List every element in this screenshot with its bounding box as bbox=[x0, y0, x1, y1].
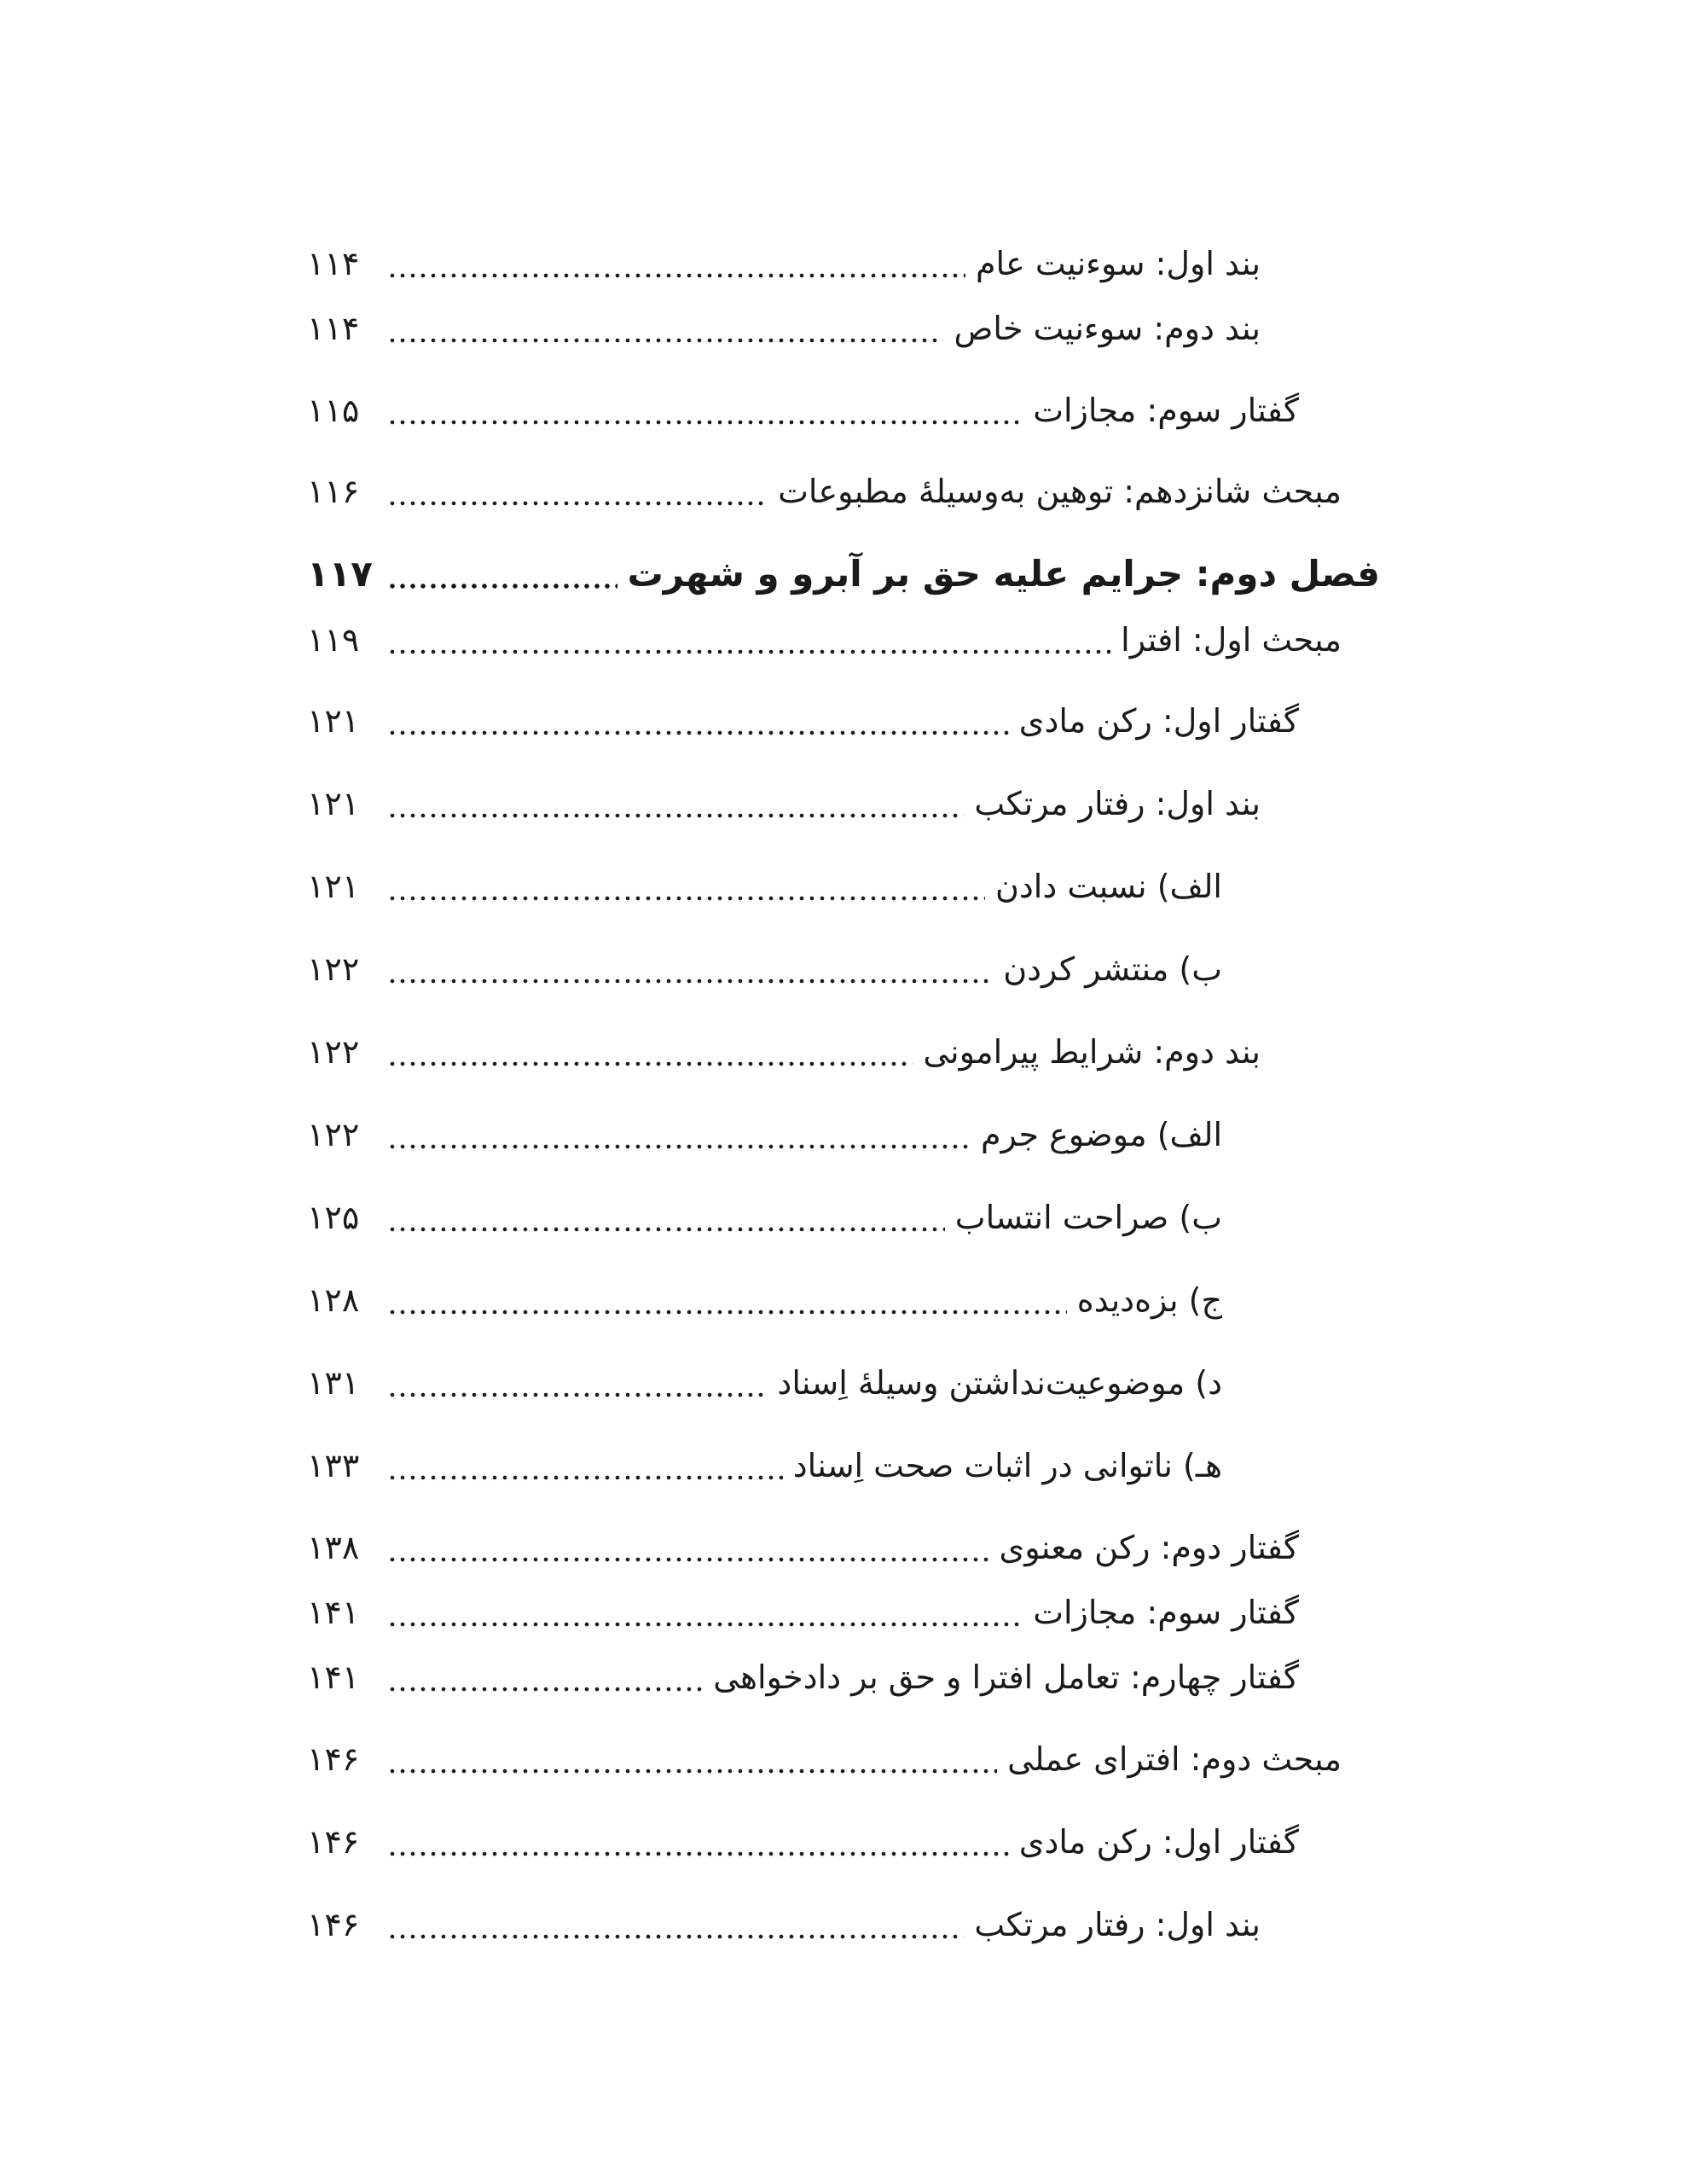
dot-leader bbox=[387, 466, 768, 517]
dot-leader bbox=[387, 1357, 767, 1409]
page-number: ۱۳۱ bbox=[307, 1364, 360, 1402]
page-number: ۱۴۶ bbox=[307, 1906, 360, 1943]
entry-title: مبحث اول: افترا bbox=[1121, 621, 1342, 659]
entry-title: د) موضوعیت‌نداشتن وسیلۀ اِسناد bbox=[777, 1364, 1222, 1402]
toc-entry bbox=[307, 1522, 1299, 1573]
page-number: ۱۴۱ bbox=[307, 1658, 360, 1696]
entry-title: بند اول: رفتار مرتکب bbox=[974, 1906, 1261, 1943]
page-number: ۱۴۶ bbox=[307, 1823, 360, 1861]
dot-leader bbox=[387, 549, 617, 600]
toc-entry bbox=[307, 1587, 1299, 1638]
toc-entry bbox=[307, 1652, 1299, 1703]
entry-title: فصل دوم: جرایم علیه حق بر آبرو و شهرت bbox=[627, 553, 1380, 595]
entry-title: الف) نسبت دادن bbox=[994, 868, 1222, 905]
dot-leader bbox=[387, 1587, 1023, 1638]
entry-title: هـ) ناتوانی در اثبات صحت اِسناد bbox=[792, 1447, 1222, 1484]
page-number: ۱۲۵ bbox=[307, 1199, 360, 1236]
page-number: ۱۳۸ bbox=[307, 1529, 360, 1566]
page-number: ۱۱۹ bbox=[307, 621, 360, 659]
entry-title: بند اول: رفتار مرتکب bbox=[974, 785, 1261, 822]
dot-leader bbox=[387, 944, 993, 995]
page-number: ۱۱۶ bbox=[307, 473, 360, 510]
page-number: ۱۲۸ bbox=[307, 1281, 360, 1319]
entry-title: مبحث شانزدهم: توهین به‌وسیلۀ مطبوعات bbox=[778, 473, 1342, 510]
toc-entry bbox=[307, 303, 1261, 354]
dot-leader bbox=[387, 1026, 913, 1077]
toc-entry bbox=[307, 1109, 1222, 1160]
page-number: ۱۲۲ bbox=[307, 1033, 360, 1071]
toc-entry bbox=[307, 614, 1342, 665]
entry-title: گفتار سوم: مجازات bbox=[1033, 1594, 1299, 1631]
dot-leader bbox=[387, 1109, 971, 1160]
entry-title: گفتار دوم: رکن معنوی bbox=[999, 1529, 1299, 1566]
toc-entry bbox=[307, 1275, 1222, 1326]
dot-leader bbox=[387, 695, 1009, 746]
toc-entry bbox=[307, 385, 1299, 436]
toc-chapter-entry bbox=[307, 549, 1380, 600]
entry-title: ب) منتشر کردن bbox=[1003, 950, 1222, 988]
toc-entry bbox=[307, 1816, 1299, 1867]
dot-leader bbox=[387, 385, 1023, 436]
entry-title: ب) صراحت انتساب bbox=[954, 1199, 1222, 1236]
toc-entry bbox=[307, 1026, 1261, 1077]
page-number: ۱۲۱ bbox=[307, 702, 360, 740]
entry-title: گفتار چهارم: تعامل افترا و حق بر دادخواهی bbox=[713, 1658, 1299, 1696]
page-number: ۱۲۲ bbox=[307, 1116, 360, 1153]
dot-leader bbox=[387, 238, 965, 289]
page-number: ۱۱۵ bbox=[307, 392, 360, 429]
page-number: ۱۱۷ bbox=[307, 553, 373, 595]
page-number: ۱۲۲ bbox=[307, 950, 360, 988]
page-number: ۱۲۱ bbox=[307, 785, 360, 822]
page-number: ۱۲۱ bbox=[307, 868, 360, 905]
entry-title: گفتار سوم: مجازات bbox=[1033, 392, 1299, 429]
page-number: ۱۴۱ bbox=[307, 1594, 360, 1631]
entry-title: ج) بزه‌دیده bbox=[1076, 1281, 1222, 1319]
entry-title: گفتار اول: رکن مادی bbox=[1018, 702, 1299, 740]
entry-title: الف) موضوع جرم bbox=[981, 1116, 1222, 1153]
dot-leader bbox=[387, 1275, 1067, 1326]
page-number: ۱۱۴ bbox=[307, 245, 360, 282]
entry-title: بند دوم: شرایط پیرامونی bbox=[923, 1033, 1261, 1071]
dot-leader bbox=[387, 778, 964, 829]
toc-entry bbox=[307, 1192, 1222, 1243]
toc-entry bbox=[307, 695, 1299, 746]
toc-entry bbox=[307, 1899, 1261, 1950]
toc-entry bbox=[307, 238, 1261, 289]
dot-leader bbox=[387, 1522, 989, 1573]
page-number: ۱۴۶ bbox=[307, 1740, 360, 1778]
page-number: ۱۱۴ bbox=[307, 310, 360, 347]
entry-title: بند اول: سوءنیت عام bbox=[975, 245, 1261, 282]
dot-leader bbox=[387, 1652, 703, 1703]
toc-entry bbox=[307, 1357, 1222, 1409]
toc-entry bbox=[307, 466, 1342, 517]
entry-title: مبحث دوم: افترای عملی bbox=[1007, 1740, 1342, 1778]
dot-leader bbox=[387, 303, 943, 354]
dot-leader bbox=[387, 861, 985, 912]
dot-leader bbox=[387, 1734, 997, 1785]
dot-leader bbox=[387, 614, 1110, 665]
toc-entry bbox=[307, 944, 1222, 995]
page-number: ۱۳۳ bbox=[307, 1447, 360, 1484]
toc-entry bbox=[307, 778, 1261, 829]
dot-leader bbox=[387, 1192, 945, 1243]
dot-leader bbox=[387, 1440, 783, 1491]
toc-entry bbox=[307, 1440, 1222, 1491]
entry-title: گفتار اول: رکن مادی bbox=[1018, 1823, 1299, 1861]
dot-leader bbox=[387, 1816, 1009, 1867]
toc-entry bbox=[307, 861, 1222, 912]
toc-entry bbox=[307, 1734, 1342, 1785]
dot-leader bbox=[387, 1899, 964, 1950]
entry-title: بند دوم: سوءنیت خاص bbox=[954, 310, 1261, 347]
